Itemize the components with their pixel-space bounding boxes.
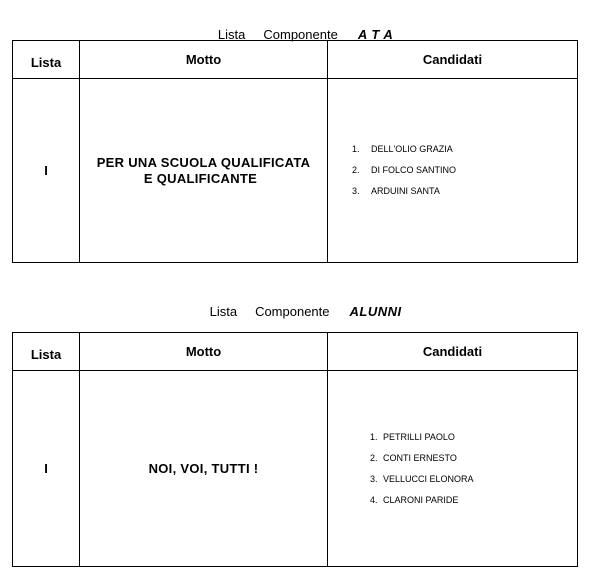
heading-component-name: A T A [357,27,394,42]
heading-component-name: ALUNNI [349,304,402,319]
candidate-name: DELL'OLIO GRAZIA [371,144,453,154]
list-item: 1. DELL'OLIO GRAZIA [352,144,453,154]
list-item: 1. PETRILLI PAOLO [370,431,455,442]
list-item: 2. CONTI ERNESTO [370,452,457,463]
motto-line: PER UNA SCUOLA QUALIFICATA [96,154,311,170]
heading-componente-label: Componente [263,27,338,42]
motto-line: NOI, VOI, TUTTI ! [148,460,259,476]
motto-text [80,79,328,263]
motto-line: E QUALIFICANTE [143,170,258,186]
candidate-name: CONTI ERNESTO [383,452,457,463]
lista-number: I [13,79,80,263]
list-item: 2. DI FOLCO SANTINO [352,165,457,175]
candidates-cell [328,79,578,263]
candidate-name: DI FOLCO SANTINO [371,165,457,175]
motto-text [80,371,328,567]
table-header-row [13,41,578,79]
ata-list-table [12,40,578,263]
header-motto: Motto [80,333,328,371]
header-lista: Lista [13,41,80,79]
table-header-row [13,333,578,371]
candidate-name: CLARONI PARIDE [383,494,459,505]
candidates-list [328,427,577,511]
header-lista: Lista [13,333,80,371]
header-motto: Motto [80,41,328,79]
heading-lista-label: Lista [209,304,238,319]
section-heading-ata [0,11,604,43]
candidate-name: PETRILLI PAOLO [383,431,455,442]
header-candidati: Candidati [328,333,578,371]
section-heading-alunni [0,288,604,320]
candidates-cell [328,371,578,567]
list-item: 4. CLARONI PARIDE [370,494,459,505]
table-row [13,79,578,263]
alunni-list-table [12,332,578,567]
heading-lista-label: Lista [217,27,246,42]
header-candidati: Candidati [328,41,578,79]
heading-componente-label: Componente [255,304,330,319]
candidate-name: ARDUINI SANTA [371,186,440,196]
list-item: 3. VELLUCCI ELONORA [370,473,474,484]
candidates-list [328,139,577,202]
list-item: 3. ARDUINI SANTA [352,186,440,196]
table-row [13,371,578,567]
candidate-name: VELLUCCI ELONORA [383,473,474,484]
lista-number: I [13,371,80,567]
